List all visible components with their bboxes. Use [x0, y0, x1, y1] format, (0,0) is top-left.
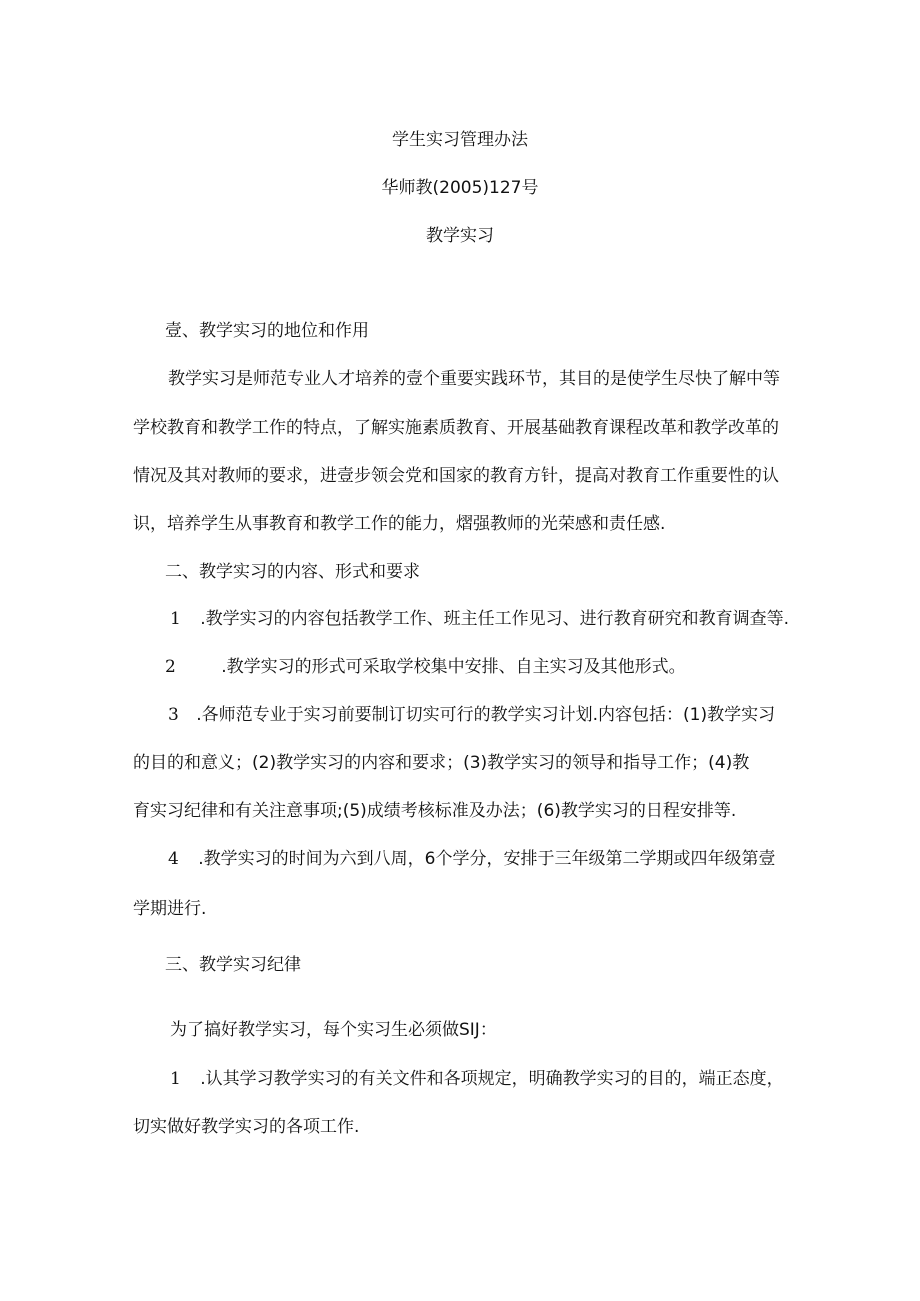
- list-item-number: 2: [165, 657, 176, 677]
- list-item: [170, 1067, 784, 1091]
- document-title: 学生实习管理办法: [392, 130, 528, 150]
- list-item-text: .教学实习的形式可采取学校集中安排、自主实习及其他形式。: [221, 657, 686, 677]
- document-subtitle: 教学实习: [426, 226, 494, 246]
- list-item-number: 1: [170, 609, 181, 629]
- list-item-continuation: 的目的和意义；(2)教学实习的内容和要求；(3)教学实习的领导和指导工作；(4)教: [133, 753, 750, 773]
- list-item-continuation: 育实习纪律和有关注意事项;(5)成绩考核标准及办法；(6)教学实习的日程安排等.: [133, 801, 737, 821]
- list-item-number: 3: [168, 705, 179, 725]
- document-number: 华师教(2005)127号: [381, 178, 539, 198]
- list-item-continuation: 学期进行.: [133, 899, 207, 919]
- list-item-number: 1: [170, 1069, 181, 1089]
- list-item-text: .教学实习的时间为六到八周，6个学分，安排于三年级第二学期或四年级第壹: [198, 849, 776, 869]
- list-item-number: 4: [168, 849, 179, 869]
- list-item: [168, 703, 775, 727]
- section-1-paragraph-line: 学校教育和教学工作的特点，了解实施素质教育、开展基础教育课程改革和教学改革的: [133, 418, 779, 438]
- list-item: [165, 655, 686, 679]
- list-item-text: .教学实习的内容包括教学工作、班主任工作见习、进行教育研究和教育调查等.: [200, 609, 790, 629]
- section-1-heading: 壹、教学实习的地位和作用: [165, 321, 369, 341]
- section-1-paragraph-line: 教学实习是师范专业人才培养的壹个重要实践环节，其目的是使学生尽快了解中等: [168, 369, 780, 389]
- list-item-continuation: 切实做好教学实习的各项工作.: [133, 1117, 360, 1137]
- list-item-text: .各师范专业于实习前要制订切实可行的教学实习计划.内容包括：(1)教学实习: [196, 705, 776, 725]
- list-item: [168, 847, 775, 871]
- list-item: [170, 607, 789, 631]
- section-2-heading: 二、教学实习的内容、形式和要求: [165, 562, 420, 582]
- list-item-text: .认其学习教学实习的有关文件和各项规定，明确教学实习的目的，端正态度，: [200, 1069, 784, 1089]
- section-1-paragraph-line: 识，培养学生从事教育和教学工作的能力，熠强教师的光荣感和责任感.: [133, 514, 666, 534]
- section-3-heading: 三、教学实习纪律: [165, 955, 301, 975]
- section-1-paragraph-line: 情况及其对教师的要求，进壹步领会党和国家的教育方针，提高对教育工作重要性的认: [133, 466, 779, 486]
- section-3-intro: 为了搞好教学实习，每个实习生必须做SIJ：: [170, 1020, 497, 1040]
